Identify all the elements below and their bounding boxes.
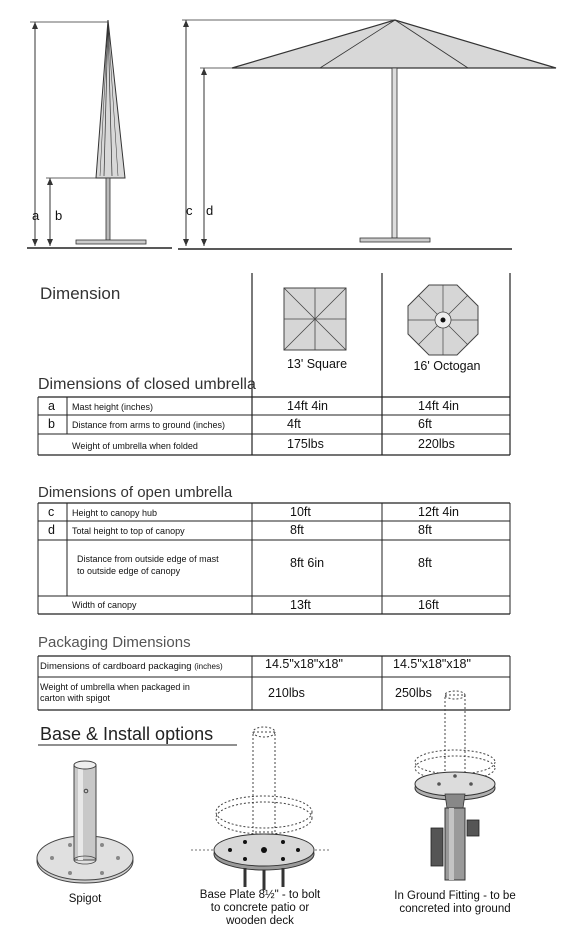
label-a: a xyxy=(32,208,40,223)
model-name-square: 13' Square xyxy=(286,357,348,371)
spigot-caption xyxy=(30,893,140,906)
base-plate-illustration xyxy=(185,722,335,892)
open-row-value-square: 8ft 6in xyxy=(290,556,325,570)
model-name-octagon: 16' Octogan xyxy=(413,359,481,373)
open-row-value-square: 10ft xyxy=(290,505,311,519)
open-row-value-octagon: 16ft xyxy=(418,598,439,612)
square-canopy-icon xyxy=(283,287,347,351)
open-row-label: Height to canopy hub xyxy=(72,508,158,518)
packaging-row-value-octagon: 250lbs xyxy=(395,686,432,700)
closed-row-value-octagon: 220lbs xyxy=(418,437,455,451)
caption-line: wooden deck xyxy=(226,915,294,927)
in-ground-fitting-illustration xyxy=(405,690,505,890)
closed-row-value-square: 14ft 4in xyxy=(287,399,329,413)
caption-line: Spigot xyxy=(68,893,102,905)
closed-row-value-octagon: 6ft xyxy=(418,417,432,431)
octagon-canopy-icon xyxy=(406,283,480,357)
packaging-row-label: Weight of umbrella when packaged in xyxy=(40,682,190,692)
closed-row-code: b xyxy=(48,417,55,431)
open-row-label: Width of canopy xyxy=(72,600,137,610)
open-row-code: c xyxy=(48,505,55,519)
spigot-illustration xyxy=(30,755,140,890)
caption-line: to concrete patio or xyxy=(210,902,310,914)
label-c: c xyxy=(186,203,193,218)
packaging-row-unit: (inches) xyxy=(194,662,223,671)
dimension-title: Dimension xyxy=(40,284,121,303)
open-row-value-octagon: 8ft xyxy=(418,556,432,570)
caption-line: Base Plate 8½" - to bolt xyxy=(199,889,321,901)
open-row-label: Distance from outside edge of mast xyxy=(77,554,219,564)
open-row-value-square: 13ft xyxy=(290,598,311,612)
closed-row-label: Weight of umbrella when folded xyxy=(72,441,198,451)
closed-row-value-square: 175lbs xyxy=(287,437,324,451)
closed-row-value-octagon: 14ft 4in xyxy=(418,399,460,413)
base-plate-caption xyxy=(185,889,335,928)
closed-row-label: Mast height (inches) xyxy=(72,402,154,412)
in-ground-caption xyxy=(380,890,530,916)
base-options-title: Base & Install options xyxy=(40,724,214,744)
packaging-title: Packaging Dimensions xyxy=(38,634,191,651)
packaging-row-label: carton with spigot xyxy=(40,693,111,703)
packaging-row-value-square: 210lbs xyxy=(268,686,305,700)
packaging-row-value-octagon: 14.5"x18"x18" xyxy=(393,657,471,671)
open-row-label: to outside edge of canopy xyxy=(77,566,181,576)
label-b: b xyxy=(55,208,63,223)
open-row-code: d xyxy=(48,523,55,537)
packaging-row-value-square: 14.5"x18"x18" xyxy=(265,657,343,671)
packaging-row-label xyxy=(40,661,223,672)
open-row-label: Total height to top of canopy xyxy=(72,526,185,536)
open-row-value-square: 8ft xyxy=(290,523,304,537)
open-table-title: Dimensions of open umbrella xyxy=(38,484,233,501)
closed-table-title: Dimensions of closed umbrella xyxy=(38,376,256,393)
closed-row-value-square: 4ft xyxy=(287,417,301,431)
packaging-row-label-text: Dimensions of cardboard packaging xyxy=(40,661,192,672)
open-row-value-octagon: 12ft 4in xyxy=(418,505,460,519)
label-d: d xyxy=(206,203,214,218)
open-row-value-octagon: 8ft xyxy=(418,523,432,537)
closed-row-label: Distance from arms to ground (inches) xyxy=(72,420,226,430)
closed-row-code: a xyxy=(48,399,55,413)
caption-line: In Ground Fitting - to be xyxy=(394,890,516,902)
caption-line: concreted into ground xyxy=(399,903,511,915)
